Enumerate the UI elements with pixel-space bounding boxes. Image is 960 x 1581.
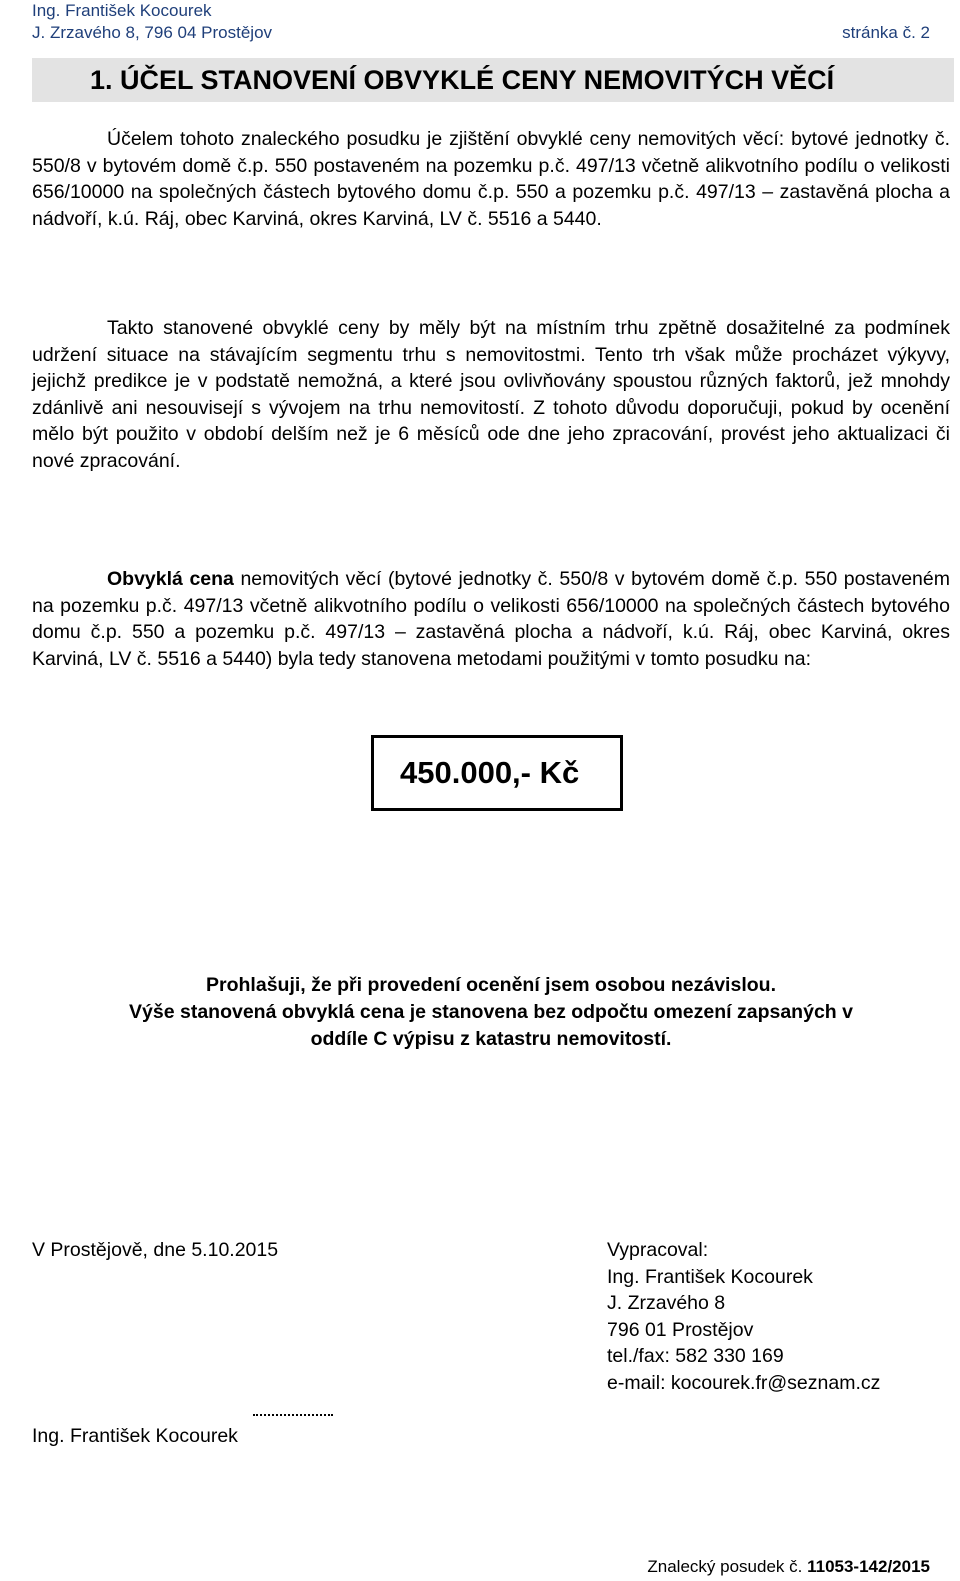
declaration-line-1: Prohlašuji, že při provedení ocenění jsem osobou nezávislou. [206,974,776,996]
footer-label: Znalecký posudek č. [647,1557,803,1576]
prepared-by-label: Vypracoval: [607,1239,709,1261]
footer-report-number [647,1556,930,1578]
signature-dotted-line [253,1414,333,1416]
declaration-line-2: Výše stanovená obvyklá cena je stanovena bez odpočtu omezení zapsaných v [129,1001,853,1023]
prepared-by-phone: tel./fax: 582 330 169 [607,1345,784,1368]
prepared-by-street: J. Zrzavého 8 [607,1292,726,1315]
declaration [32,972,950,1053]
signature-name: Ing. František Kocourek [32,1425,238,1447]
prepared-by-block [607,1237,880,1397]
declaration-line-3: oddíle C výpisu z katastru nemovitostí. [310,1028,672,1050]
place-and-date: V Prostějově, dne 5.10.2015 [32,1239,279,1261]
section-title: 1. ÚČEL STANOVENÍ OBVYKLÉ CENY NEMOVITÝCH VĚCÍ [90,65,835,95]
prepared-by-name: Ing. František Kocourek [607,1265,813,1288]
price-box: 450.000,- Kč [371,735,623,811]
purpose-text: Účelem tohoto znaleckého posudku je zjištění obvyklé ceny nemovitých věcí: bytové jednotky č. 550/8 v bytovém domě č.p. 550 postaveném na pozemku p.č. 497/13 včetně alikvotního podílu o velikosti 656/10000 na společných částech bytového domu č.p. 550 a pozemku p.č. 497/13 – zastavěná plocha a nádvoří, k.ú. Ráj, obec Karviná, okres Karviná, LV č. 5516 a 5440. [32,128,950,230]
footer-number: 11053-142/2015 [807,1557,930,1576]
result-text: nemovitých věcí (bytové jednotky č. 550/8 v bytovém domě č.p. 550 postaveném na pozemku p.č. 497/13 včetně alikvotního podílu o velikosti 656/10000 na společných částech bytového domu č.p. 550 a pozemku p.č. 497/13 – zastavěná plocha a nádvoří, k.ú. Ráj, obec Karviná, okres Karviná, LV č. 5516 a 5440) byla tedy stanovena metodami použitými v tomto posudku na: [32,568,950,670]
result-label: Obvyklá cena [107,568,234,590]
prepared-by-email: e-mail: kocourek.fr@seznam.cz [607,1371,881,1394]
prepared-by-city: 796 01 Prostějov [607,1318,754,1341]
header-author-address: J. Zrzavého 8, 796 04 Prostějov [32,23,273,42]
result-paragraph [32,566,950,672]
validity-paragraph [32,315,950,474]
header-author-name: Ing. František Kocourek [32,1,212,20]
page-number: stránka č. 2 [842,23,930,42]
purpose-paragraph [32,126,950,232]
validity-text: Takto stanovené obvyklé ceny by měly být na místním trhu zpětně dosažitelné za podmínek udržení situace na stávajícím segmentu trhu s nemovitostmi. Tento trh však může procházet výkyvy, jejichž predikce je v podstatě nemožná, a které jsou ovlivňovány spoustou různých faktorů, jež mnohdy zdánlivě ani nesouvisejí s vývojem na trhu nemovitostí. Z tohoto důvodu doporučuji, pokud by ocenění mělo být použito v období delším než je 6 měsíců ode dne jeho zpracování, provést jeho aktualizaci či nové zpracování. [32,317,950,472]
